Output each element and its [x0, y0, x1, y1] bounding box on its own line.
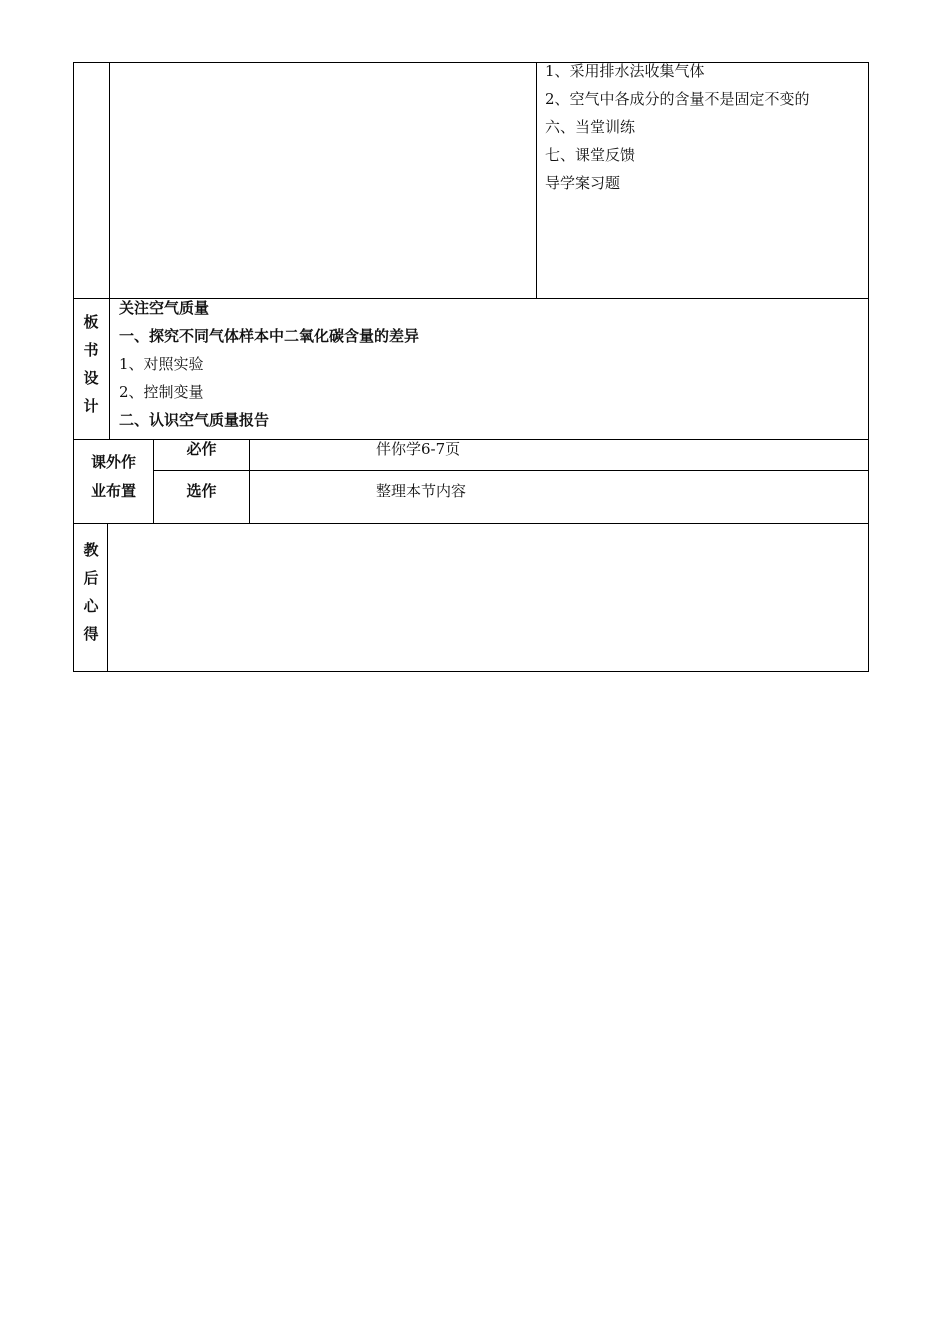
board-label-char: 板 — [83, 313, 99, 331]
reflection-label-char: 得 — [83, 625, 99, 643]
board-label-divider — [109, 298, 110, 440]
reflection-label — [74, 536, 108, 648]
table-top-border — [73, 62, 869, 63]
required-homework-label: 必作 — [186, 440, 217, 458]
top-label-divider — [109, 62, 110, 299]
board-label-char: 计 — [83, 397, 99, 415]
optional-homework-content: 整理本节内容 — [376, 482, 467, 500]
board-line-4: 二、认识空气质量报告 — [119, 411, 270, 429]
reflection-label-char: 教 — [83, 541, 99, 559]
table-bottom-border — [73, 671, 869, 672]
board-label-char: 设 — [83, 369, 99, 387]
homework-label-line-1: 课外作 — [90, 453, 136, 471]
reflection-label-char: 心 — [83, 597, 99, 615]
top-right-line-5: 导学案习题 — [545, 174, 621, 192]
top-right-line-4: 七、课堂反馈 — [545, 146, 636, 164]
reflection-top-border — [73, 523, 869, 524]
board-line-1: 一、探究不同气体样本中二氧化碳含量的差异 — [119, 327, 420, 345]
homework-type-divider — [249, 439, 250, 524]
board-title: 关注空气质量 — [119, 299, 210, 317]
board-line-3: 2、控制变量 — [119, 383, 204, 401]
board-design-label — [74, 308, 108, 420]
homework-mid-border — [153, 470, 869, 471]
table-right-border — [868, 62, 869, 672]
board-label-char: 书 — [83, 341, 99, 359]
board-line-2: 1、对照实验 — [119, 355, 204, 373]
optional-homework-label: 选作 — [186, 482, 217, 500]
reflection-label-char: 后 — [83, 569, 99, 587]
homework-label-line-2: 业布置 — [90, 482, 136, 500]
required-homework-content: 伴你学6-7页 — [376, 440, 461, 458]
top-right-line-1: 1、采用排水法收集气体 — [545, 62, 705, 80]
top-right-line-2: 2、空气中各成分的含量不是固定不变的 — [545, 90, 810, 108]
top-right-line-3: 六、当堂训练 — [545, 118, 636, 136]
top-middle-divider — [536, 62, 537, 299]
